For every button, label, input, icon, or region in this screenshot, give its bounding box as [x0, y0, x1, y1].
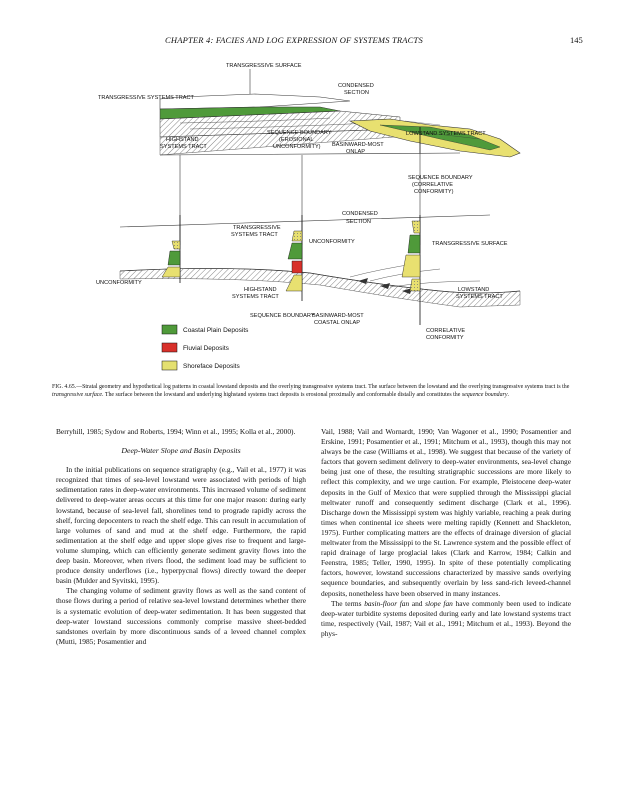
lower-lst-label-1: LOWSTAND [458, 287, 490, 293]
well-log-2 [286, 215, 302, 301]
upper-transgressive-surface-label: TRANSGRESSIVE SURFACE [226, 63, 302, 69]
left-column [56, 427, 306, 647]
term-slope-fan: slope fan [425, 598, 453, 608]
lower-tst-label-1: TRANSGRESSIVE [233, 225, 281, 231]
page-number: 145 [570, 35, 583, 45]
legend-label-coastal-plain: Coastal Plain Deposits [183, 327, 249, 334]
legend-label-fluvial: Fluvial Deposits [183, 345, 229, 352]
upper-hst-label-2: SYSTEMS TRACT [160, 144, 207, 150]
upper-sb-erosional-label-1: SEQUENCE BOUNDARY [267, 130, 332, 136]
lower-condensed-section-label-1: CONDENSED [342, 211, 378, 217]
legend-swatch-coastal-plain [162, 325, 177, 334]
lower-basinward-label-1: BASINWARD-MOST [312, 313, 364, 319]
left-paragraph-3: The changing volume of sediment gravity flows as well as the sand content of those flows during a period of relative sea-level lowstand determines whether there is a systematic evolution of deep-water sedimentation. It has been suggested that deep-water lowstand successions commonly comprise massive sheet-bedded sandstones overlain by more discontinuous sands of a leveed channel complex (Mutti, 1985; Posamentier and [56, 586, 306, 646]
lower-transgressive-surface-label: TRANSGRESSIVE SURFACE [432, 241, 508, 247]
left-paragraph-1: Berryhill, 1985; Sydow and Roberts, 1994; Winn et al., 1995; Kolla et al., 2000). [56, 427, 296, 436]
upper-basinward-onlap-label-2: ONLAP [346, 149, 365, 155]
figure-legend [162, 325, 249, 370]
lower-hst-label-2: SYSTEMS TRACT [232, 294, 279, 300]
upper-condensed-section-label-1: CONDENSED [338, 83, 374, 89]
lower-condensed-section-label-2: SECTION [346, 219, 371, 225]
right-column [321, 427, 571, 639]
legend-label-shoreface: Shoreface Deposits [183, 363, 240, 370]
lower-unconformity-right-label: UNCONFORMITY [309, 239, 355, 245]
lower-correlative-conformity-label-2: CONFORMITY [426, 335, 464, 341]
upper-sb-correlative-label-1: SEQUENCE BOUNDARY [408, 175, 473, 181]
lower-tst-label-2: SYSTEMS TRACT [231, 232, 278, 238]
lower-basinward-label-2: COASTAL ONLAP [314, 320, 361, 326]
left-paragraph-2: In the initial publications on sequence stratigraphy (e.g., Vail et al., 1977) it was recognized that times of sea-level lowstand were associated with periods of high sedimentation rates in deep-water environments. This increased volume of sediment delivered to deep-water areas occurs at this time for one major reason: during early lowstand, because of sea-level fall, shorelines tend to prograde rapidly across the shelf, forcing depocenters to reach the shelf edge. This can result in accumulation of large volumes of sand and mud at the shelf edge. Furthermore, the rapid sedimentation at the shelf edge and upper slope gives rise to frequent and large-volume slumping, which can efficiently generate sediment gravity flows into the deep basin. Moreover, when rivers flood, the sediment load may be sufficient to produce density underflows (i.e., hyperpycnal flows) directly toward the deeper basin (Mulder and Syvitski, 1995). [56, 465, 306, 586]
lower-correlative-conformity-label-1: CORRELATIVE [426, 328, 466, 334]
right-paragraph-2: The terms basin-floor fan and slope fan have commonly been used to indicate deep-water turbidite systems deposited during early and late lowstand systems tract time, respectively (Vail, 1987; Vail et al., 1991; Mitchum et al., 1993). Beyond the phys- [321, 598, 571, 638]
upper-sb-erosional-label-2: (EROSIONAL [279, 137, 314, 143]
lower-cross-section [120, 215, 520, 325]
legend-swatch-shoreface [162, 361, 177, 370]
upper-basinward-onlap-label-1: BASINWARD-MOST [332, 142, 384, 148]
legend-swatch-fluvial [162, 343, 177, 352]
section-heading: Deep-Water Slope and Basin Deposits [121, 446, 241, 456]
upper-condensed-section-label-2: SECTION [344, 90, 369, 96]
upper-tst-label: TRANSGRESSIVE SYSTEMS TRACT [98, 95, 194, 101]
lower-lst-label-2: SYSTEMS TRACT [456, 294, 503, 300]
upper-sb-erosional-label-3: UNCONFORMITY) [273, 144, 321, 150]
caption-term-transgressive-surface: transgressive surface [52, 392, 103, 399]
lower-sequence-boundary-label: SEQUENCE BOUNDARY [250, 313, 315, 319]
term-basin-floor-fan: basin-floor fan [364, 598, 410, 608]
upper-hst-label-1: HIGHSTAND [166, 137, 199, 143]
figure-caption: FIG. 4.65.—Stratal geometry and hypothetical log patterns in coastal lowstand deposits and the overlying transgressive systems tract. The surface between the lowstand and the overlying transgressive systems tract is the transgressive surface. The surface between the lowstand and underlying highstand systems tract deposits is erosional proximally and conformable distally and constitutes the sequence boundary. [52, 384, 570, 399]
chapter-title: CHAPTER 4: FACIES AND LOG EXPRESSION OF SYSTEMS TRACTS [165, 35, 423, 45]
caption-term-sequence-boundary: sequence boundary [461, 392, 508, 399]
lower-unconformity-left-label: UNCONFORMITY [96, 280, 142, 286]
upper-sb-correlative-label-3: CONFORMITY) [414, 189, 454, 195]
upper-sb-correlative-label-2: (CORRELATIVE [412, 182, 453, 188]
well-log-3 [402, 215, 420, 325]
upper-lst-label: LOWSTAND SYSTEMS TRACT [406, 131, 486, 137]
lower-hst-label-1: HIGHSTAND [244, 287, 277, 293]
stratal-geometry-figure [80, 55, 550, 380]
right-paragraph-1: Vail, 1988; Vail and Wornardt, 1990; Van Wagoner et al., 1990; Posamentier and Erskine, 1991; Posamentier et al., 1991; Mitchum et al., 1993), though this may not always be the case (Williams et al., 1998). We suggest that because of the variety of factors that govern sediment delivery to deep-water environments, sea-level change being just one of these, the resulting stratigraphic successions are more likely to reflect this complexity, and we urge caution. For example, Pleistocene deep-water deposits in the Gulf of Mexico that were supplied through the Mississippi glacial meltwater runoff and consequently sediment discharge (Clark et al., 1996). Discharge down the Mississippi system was highly variable, reaching a peak during times when continental ice sheets were melting rapidly (Kennett and Shackleton, 1975). Further complicating matters are the effects of drainage diversion of glacial meltwater from the Mississippi to the St. Lawrence system and the possible effect of rapid drainage of large proglacial lakes (Clark and Karrow, 1984; Calkin and Feenstra, 1985; Teller, 1990, 1995). In spite of these potentially complicating factors, however, lowstand successions characterized by massive sands overlying sequence boundaries, and subsequently overlain by less sand-rich leveed-channel deposits, nonetheless have been observed in many instances. [321, 427, 571, 598]
running-header [0, 35, 622, 49]
